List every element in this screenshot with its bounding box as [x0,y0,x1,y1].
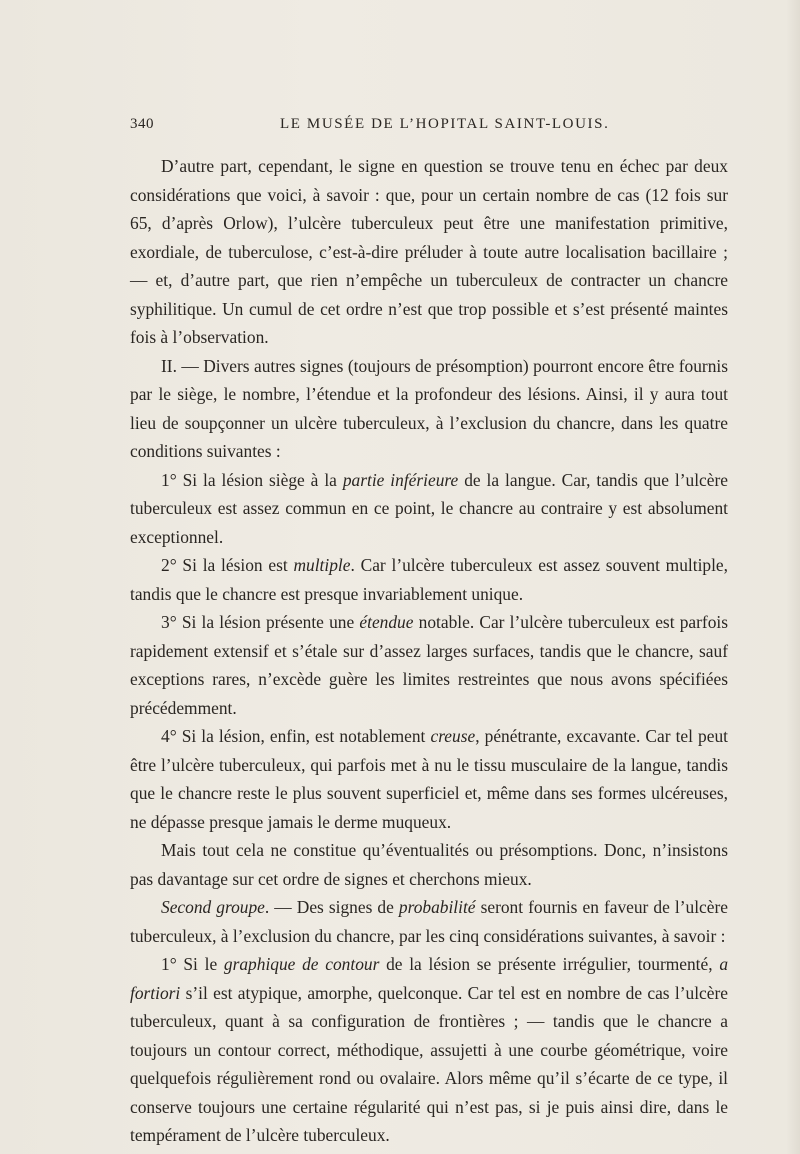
italic-run: creuse [430,726,476,746]
paragraph-7 [130,836,728,893]
paragraph-2 [130,352,728,466]
page-edge-shadow [786,0,800,1154]
italic-run: probabilité [398,897,476,917]
text-run: 3° Si la lésion présente une [161,612,360,632]
italic-run: étendue [359,612,414,632]
text-run: 1° Si la lésion siège à la [161,469,343,490]
text-run: 1° Si le [161,954,224,974]
text-run: s’il est atypique, amorphe, quelconque. Car tel est en nombre de cas l’ulcère tuberculeux, quant à sa configuration de frontières ; — tandis que le chancre a toujours un contour correct, méthodique, assujetti à une courbe géométrique, voire quelquefois régulièrement rond ou ovalaire. Alors même qu’il s’écarte de ce type, il conserve toujours une certaine régularité qui n’est pas, si je puis ainsi dire, dans le tempérament de l’ulcère tuberculeux. [130,982,728,1145]
text-run: II. — Divers autres signes (toujours de présomption) pourront encore être fournis par le siège, le nombre, l’étendue et la profondeur des lésions. Ainsi, il y aura tout lieu de soupçonner un ulcère tuberculeux, à l’exclusion du chancre, dans les quatre conditions suivantes : [130,355,728,461]
text-run: de la lésion se présente irrégulier, tourmenté, [379,954,720,974]
body-text [130,152,728,1150]
paragraph-9 [130,950,728,1150]
running-title: LE MUSÉE DE L’HOPITAL SAINT-LOUIS. [280,116,610,132]
text-run: . Car l’ulcère tuberculeux est assez souvent multiple, tandis que le chancre est presque invariablement unique. [130,555,728,604]
paragraph-5 [130,608,728,722]
running-header [130,116,730,138]
italic-run: multiple [293,555,351,575]
paragraph-1 [130,152,728,352]
text-run: . — Des signes de [264,897,399,917]
paragraph-3 [130,466,728,552]
paragraph-4 [130,551,728,608]
italic-run: graphique de contour [223,954,380,974]
paragraph-8 [130,893,728,950]
text-run: D’autre part, cependant, le signe en question se trouve tenu en échec par deux considérations que voici, à savoir : que, pour un certain nombre de cas (12 fois sur 65, d’après Orlow), l’ulcère tuberculeux peut être une manifestation primitive, exordiale, de tuberculose, c’est-à-dire préluder à toute autre localisation bacillaire ; — et, d’autre part, que rien n’empêche un tuberculeux de contracter un chancre syphilitique. Un cumul de cet ordre n’est que trop possible et s’est présenté maintes fois à l’observation. [130,156,728,347]
text-run: 2° Si la lésion est [161,555,294,575]
text-run: 4° Si la lésion, enfin, est notablement [161,726,431,746]
italic-run: Second groupe [161,897,265,917]
text-run: de la langue. Car, tandis que l’ulcère tuberculeux est assez commun en ce point, le chancre au contraire y est absolument exceptionnel. [130,469,729,547]
italic-run: a fortiori [130,954,729,1003]
text-run: Mais tout cela ne constitue qu’éventualités ou présomptions. Donc, n’insistons pas davantage sur cet ordre de signes et cherchons mieux. [130,840,728,889]
page-number: 340 [130,116,154,132]
text-run: notable. Car l’ulcère tuberculeux est parfois rapidement extensif et s’étale sur d’assez larges surfaces, tandis que le chancre, sauf exceptions rares, n’excède guère les limites restreintes que nous avons spécifiées précédemment. [130,612,728,718]
text-run: , pénétrante, excavante. Car tel peut être l’ulcère tuberculeux, qui parfois met à nu le tissu musculaire de la langue, tandis que le chancre reste le plus souvent superficiel et, même dans ses formes ulcéreuses, ne dépasse presque jamais le derme muqueux. [130,726,728,832]
text-run: seront fournis en faveur de l’ulcère tuberculeux, à l’exclusion du chancre, par les cinq considérations suivantes, à savoir : [130,897,728,946]
italic-run: partie inférieure [342,469,459,490]
paragraph-6 [130,722,728,836]
